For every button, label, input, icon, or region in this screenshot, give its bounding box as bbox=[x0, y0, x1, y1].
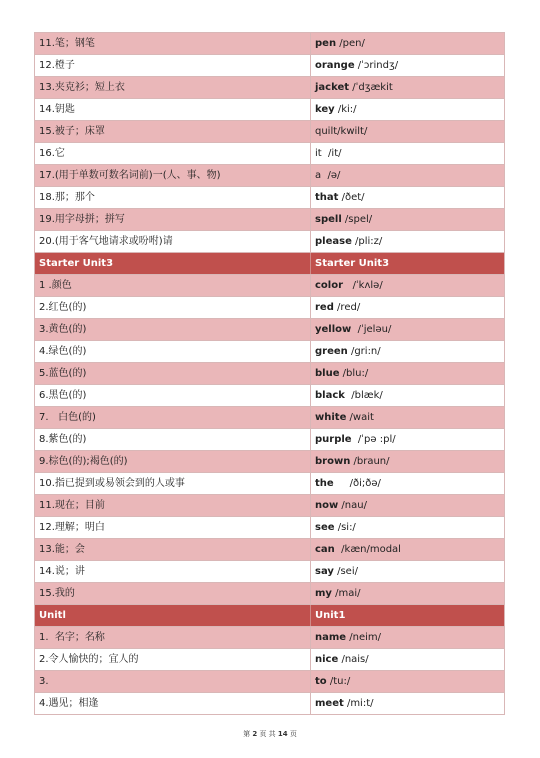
table-row bbox=[35, 473, 504, 495]
english-word-cell bbox=[311, 407, 504, 428]
section-title-cn: Starter Unit3 bbox=[35, 253, 311, 274]
section-title-en bbox=[311, 253, 504, 274]
english-word: to bbox=[315, 676, 327, 687]
english-word: purple bbox=[315, 434, 352, 445]
english-word: yellow bbox=[315, 324, 352, 335]
phonetic-transcription: /nais/ bbox=[338, 654, 369, 665]
english-word: black bbox=[315, 390, 345, 401]
table-row bbox=[35, 693, 504, 715]
english-word: pen bbox=[315, 38, 337, 49]
phonetic-transcription: /ˈjeləu/ bbox=[351, 324, 392, 335]
phonetic-transcription: Starter Unit3 bbox=[315, 258, 390, 269]
table-row bbox=[35, 99, 504, 121]
table-row bbox=[35, 143, 504, 165]
current-page-number: 2 bbox=[252, 730, 258, 738]
english-word: red bbox=[315, 302, 334, 313]
phonetic-transcription: /kæn/modal bbox=[334, 544, 401, 555]
phonetic-transcription: /ˈpə :pl/ bbox=[351, 434, 396, 445]
english-word: key bbox=[315, 104, 335, 115]
chinese-meaning-cell: 4.遇见；相逢 bbox=[35, 693, 311, 714]
table-row bbox=[35, 341, 504, 363]
chinese-meaning-cell: 3. bbox=[35, 671, 311, 692]
english-word-cell bbox=[311, 275, 504, 296]
phonetic-transcription: /ˈdʒækit bbox=[349, 82, 393, 93]
english-word: can bbox=[315, 544, 335, 555]
footer-suffix: 页 bbox=[287, 730, 297, 738]
chinese-meaning-cell: 3.黄色(的) bbox=[35, 319, 311, 340]
chinese-meaning-cell: 5.蓝色(的) bbox=[35, 363, 311, 384]
table-row bbox=[35, 77, 504, 99]
chinese-meaning-cell: 15.我的 bbox=[35, 583, 311, 604]
phonetic-transcription: /ðet/ bbox=[338, 192, 365, 203]
english-word: nice bbox=[315, 654, 339, 665]
phonetic-transcription: /ˈkʌlə/ bbox=[343, 280, 383, 291]
chinese-meaning-cell: 18.那；那个 bbox=[35, 187, 311, 208]
english-word: that bbox=[315, 192, 339, 203]
phonetic-transcription: /blæk/ bbox=[344, 390, 383, 401]
phonetic-transcription: /sei/ bbox=[333, 566, 358, 577]
chinese-meaning-cell: 4.绿色(的) bbox=[35, 341, 311, 362]
chinese-meaning-cell: 16.它 bbox=[35, 143, 311, 164]
chinese-meaning-cell: 19.用字母拼；拼写 bbox=[35, 209, 311, 230]
english-word-cell bbox=[311, 33, 504, 54]
phonetic-transcription: /mai/ bbox=[331, 588, 361, 599]
phonetic-transcription: /neim/ bbox=[346, 632, 382, 643]
chinese-meaning-cell: 7. 白色(的) bbox=[35, 407, 311, 428]
chinese-meaning-cell: 2.红色(的) bbox=[35, 297, 311, 318]
chinese-meaning-cell: 9.棕色(的);褐色(的) bbox=[35, 451, 311, 472]
section-title-cn: Unitl bbox=[35, 605, 311, 626]
english-word-cell bbox=[311, 165, 504, 186]
phonetic-transcription: /spel/ bbox=[341, 214, 373, 225]
english-word-cell bbox=[311, 649, 504, 670]
table-row bbox=[35, 165, 504, 187]
chinese-meaning-cell: 20.(用于客气地请求或吩咐)请 bbox=[35, 231, 311, 252]
chinese-meaning-cell: 6.黑色(的) bbox=[35, 385, 311, 406]
english-word-cell bbox=[311, 99, 504, 120]
chinese-meaning-cell: 15.被子；床罩 bbox=[35, 121, 311, 142]
phonetic-transcription: /gri:n/ bbox=[347, 346, 381, 357]
section-header-row bbox=[35, 253, 504, 275]
english-word-cell bbox=[311, 671, 504, 692]
english-word: say bbox=[315, 566, 334, 577]
english-word-cell bbox=[311, 55, 504, 76]
english-word: the bbox=[315, 478, 334, 489]
chinese-meaning-cell: 11.现在；目前 bbox=[35, 495, 311, 516]
english-word-cell bbox=[311, 429, 504, 450]
english-word: green bbox=[315, 346, 348, 357]
phonetic-transcription: /si:/ bbox=[334, 522, 356, 533]
english-word-cell bbox=[311, 209, 504, 230]
chinese-meaning-cell: 13.夹克衫；短上衣 bbox=[35, 77, 311, 98]
phonetic-transcription: /nau/ bbox=[338, 500, 367, 511]
english-word: please bbox=[315, 236, 352, 247]
phonetic-transcription: it /it/ bbox=[315, 148, 342, 159]
phonetic-transcription: /pli:z/ bbox=[351, 236, 383, 247]
chinese-meaning-cell: 14.说；讲 bbox=[35, 561, 311, 582]
chinese-meaning-cell: 13.能；会 bbox=[35, 539, 311, 560]
phonetic-transcription: /mi:t/ bbox=[343, 698, 374, 709]
table-row bbox=[35, 451, 504, 473]
section-title-en bbox=[311, 605, 504, 626]
english-word-cell bbox=[311, 561, 504, 582]
english-word-cell bbox=[311, 539, 504, 560]
english-word: now bbox=[315, 500, 339, 511]
phonetic-transcription: /blu:/ bbox=[339, 368, 369, 379]
phonetic-transcription: /pen/ bbox=[336, 38, 365, 49]
english-word: brown bbox=[315, 456, 351, 467]
english-word-cell bbox=[311, 693, 504, 714]
table-row bbox=[35, 517, 504, 539]
phonetic-transcription: /ði;ðə/ bbox=[333, 478, 381, 489]
english-word: blue bbox=[315, 368, 340, 379]
table-row bbox=[35, 495, 504, 517]
vocabulary-table bbox=[34, 32, 505, 715]
chinese-meaning-cell: 11.笔；钢笔 bbox=[35, 33, 311, 54]
table-row bbox=[35, 275, 504, 297]
english-word-cell bbox=[311, 319, 504, 340]
chinese-meaning-cell: 17.(用于单数可数名词前)一(人、事、物) bbox=[35, 165, 311, 186]
table-row bbox=[35, 121, 504, 143]
table-row bbox=[35, 55, 504, 77]
table-row bbox=[35, 627, 504, 649]
english-word-cell bbox=[311, 121, 504, 142]
english-word: jacket bbox=[315, 82, 350, 93]
chinese-meaning-cell: 12.橙子 bbox=[35, 55, 311, 76]
chinese-meaning-cell: 2.令人愉快的；宜人的 bbox=[35, 649, 311, 670]
english-word-cell bbox=[311, 495, 504, 516]
english-word-cell bbox=[311, 627, 504, 648]
chinese-meaning-cell: 1. 名字；名称 bbox=[35, 627, 311, 648]
english-word-cell bbox=[311, 77, 504, 98]
english-word-cell bbox=[311, 473, 504, 494]
english-word: orange bbox=[315, 60, 355, 71]
total-page-count: 14 bbox=[277, 730, 288, 738]
english-word: see bbox=[315, 522, 335, 533]
english-word-cell bbox=[311, 583, 504, 604]
phonetic-transcription: /ki:/ bbox=[334, 104, 357, 115]
table-row bbox=[35, 363, 504, 385]
english-word: name bbox=[315, 632, 347, 643]
footer-middle: 页 共 bbox=[257, 730, 278, 738]
phonetic-transcription: /wait bbox=[346, 412, 374, 423]
phonetic-transcription: /tu:/ bbox=[326, 676, 351, 687]
table-row bbox=[35, 33, 504, 55]
table-row bbox=[35, 385, 504, 407]
table-row bbox=[35, 649, 504, 671]
chinese-meaning-cell: 8.紫色(的) bbox=[35, 429, 311, 450]
phonetic-transcription: a /ə/ bbox=[315, 170, 341, 181]
phonetic-transcription: /red/ bbox=[333, 302, 361, 313]
table-row bbox=[35, 407, 504, 429]
table-row bbox=[35, 187, 504, 209]
table-row bbox=[35, 429, 504, 451]
table-row bbox=[35, 561, 504, 583]
chinese-meaning-cell: 10.指已提到或易领会到的人或事 bbox=[35, 473, 311, 494]
footer-prefix: 第 bbox=[243, 730, 253, 738]
english-word-cell bbox=[311, 341, 504, 362]
english-word: spell bbox=[315, 214, 342, 225]
table-row bbox=[35, 539, 504, 561]
table-row bbox=[35, 231, 504, 253]
phonetic-transcription: /ˈɔrindʒ/ bbox=[354, 60, 399, 71]
english-word-cell bbox=[311, 517, 504, 538]
table-row bbox=[35, 583, 504, 605]
table-row bbox=[35, 319, 504, 341]
english-word-cell bbox=[311, 187, 504, 208]
english-word-cell bbox=[311, 363, 504, 384]
english-word: white bbox=[315, 412, 347, 423]
chinese-meaning-cell: 12.理解；明白 bbox=[35, 517, 311, 538]
phonetic-transcription: /braun/ bbox=[350, 456, 390, 467]
section-header-row bbox=[35, 605, 504, 627]
english-word: my bbox=[315, 588, 332, 599]
phonetic-transcription: quilt/kwilt/ bbox=[315, 126, 368, 137]
english-word-cell bbox=[311, 451, 504, 472]
table-row bbox=[35, 209, 504, 231]
chinese-meaning-cell: 1 .颜色 bbox=[35, 275, 311, 296]
table-row bbox=[35, 671, 504, 693]
table-row bbox=[35, 297, 504, 319]
phonetic-transcription: Unit1 bbox=[315, 610, 346, 621]
english-word-cell bbox=[311, 231, 504, 252]
english-word: meet bbox=[315, 698, 344, 709]
english-word: color bbox=[315, 280, 344, 291]
english-word-cell bbox=[311, 385, 504, 406]
english-word-cell bbox=[311, 297, 504, 318]
english-word-cell bbox=[311, 143, 504, 164]
chinese-meaning-cell: 14.钥匙 bbox=[35, 99, 311, 120]
page-footer bbox=[0, 729, 540, 739]
